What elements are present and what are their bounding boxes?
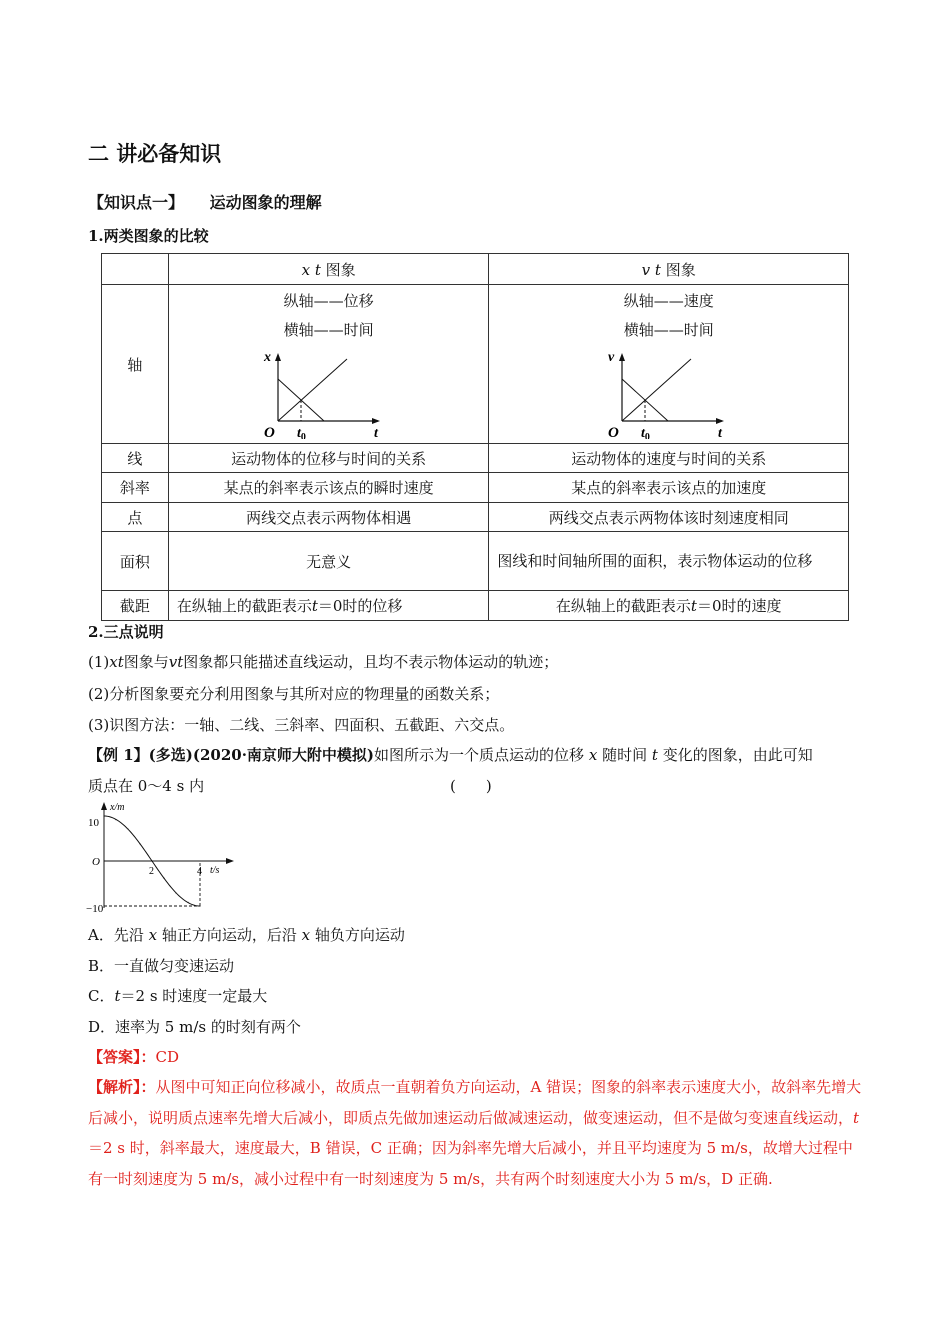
analysis-label: 【解析】： <box>88 1078 156 1096</box>
vt-sketch-rising-line <box>622 359 691 421</box>
chart-data-point <box>151 860 152 861</box>
knowledge-point-text: 运动图象的理解 <box>209 193 322 212</box>
example-tag: 【例 1】(多选)(2020·南京师大附中模拟) <box>88 746 375 764</box>
vt-axis-cell <box>489 285 849 444</box>
xt-sketch-graph <box>262 347 392 439</box>
section-title: 二 讲必备知识 <box>88 141 222 166</box>
xt-sketch-t0: $t_0$ <box>296 426 306 439</box>
vt-line-cell: 运动物体的速度与时间的关系 <box>489 444 849 473</box>
row-label-intercept: 截距 <box>102 591 169 621</box>
row-label-point: 点 <box>102 503 169 532</box>
xt-sketch-x-label: t <box>373 426 378 439</box>
knowledge-point-title <box>88 190 322 213</box>
chart-y-tick-10: 10 <box>88 817 99 829</box>
vt-axis-y-text: 纵轴——速度 <box>623 292 714 310</box>
note-2: (2)分析图象要充分利用图象与其所对应的物理量的函数关系； <box>88 685 500 703</box>
chart-data-point <box>187 902 188 903</box>
subsection-three-points: 2.三点说明 <box>88 623 164 641</box>
table-header-row <box>102 254 849 285</box>
row-label-area: 面积 <box>102 532 169 591</box>
vt-sketch-x-arrow <box>716 418 724 424</box>
chart-data-point <box>127 828 128 829</box>
chart-data-point <box>115 819 116 820</box>
chart-data-point <box>139 843 140 844</box>
option-b[interactable]: B．一直做匀变速运动 <box>88 957 235 975</box>
row-label-axis: 轴 <box>102 285 169 444</box>
chart-data-point <box>199 905 200 906</box>
chart-y-tick-origin: O <box>92 856 100 868</box>
knowledge-point-bracket: 【知识点一】 <box>88 193 185 212</box>
answer-line <box>88 1047 179 1067</box>
vt-sketch-graph <box>606 347 736 439</box>
xt-line-cell: 运动物体的位移与时间的关系 <box>168 444 489 473</box>
table-corner-cell <box>102 254 169 285</box>
xt-sketch-x-arrow <box>372 418 380 424</box>
vt-slope-cell: 某点的斜率表示该点的加速度 <box>489 473 849 503</box>
chart-y-tick-minus10: −10 <box>86 903 104 915</box>
table-row-slope <box>102 473 849 503</box>
xt-area-cell: 无意义 <box>168 532 489 591</box>
example-xt-chart <box>84 800 244 918</box>
vt-sketch-origin: O <box>608 425 620 439</box>
analysis-paragraph: 【解析】：从图中可知正向位移减小，故质点一直朝着负方向运动，A 错误；图象的斜率表示速度大小，故斜率先增大后减小，说明质点速率先增大后减小，即质点先做加速运动后做减速运动，做变速运动，但不是做匀变速直线运动，t＝2 s 时，斜率最大，速度最大，B 错误，C 正确；因为斜率先增大后减小，并且平均速度为 5 m/s，故增大过程中有一时刻速度为 5 m/s，减小过程中有一时刻速度为 5 m/s，共有两个时刻速度大小为 5 m/s，D 正确. <box>88 1078 862 1188</box>
example-1-line2: 质点在 0～4 s 内 <box>88 777 205 795</box>
chart-x-tick-2: 2 <box>149 866 154 877</box>
xt-sketch-rising-line <box>278 359 347 421</box>
option-d[interactable]: D．速率为 5 m/s 的时刻有两个 <box>88 1018 301 1036</box>
subsection-comparison: 1.两类图象的比较 <box>88 227 209 245</box>
option-c[interactable]: C．t＝2 s 时速度一定最大 <box>88 987 268 1005</box>
note-3: (3)识图方法：一轴、二线、三斜率、四面积、五截距、六交点。 <box>88 716 515 734</box>
chart-data-point <box>163 878 164 879</box>
chart-y-label: x/m <box>110 802 125 813</box>
vt-sketch-x-label: t <box>718 426 723 439</box>
note-1: (1)xt图象与vt图象都只能描述直线运动，且均不表示物体运动的轨迹； <box>88 653 559 671</box>
xt-point-cell: 两线交点表示两物体相遇 <box>168 503 489 532</box>
row-label-slope: 斜率 <box>102 473 169 503</box>
xt-slope-cell: 某点的斜率表示该点的瞬时速度 <box>168 473 489 503</box>
vt-intercept-cell: 在纵轴上的截距表示t＝0时的速度 <box>489 591 849 621</box>
answer-blank: ( ) <box>450 777 492 795</box>
xt-sketch-y-label: x <box>263 350 271 365</box>
chart-y-arrow <box>101 802 107 810</box>
answer-label: 【答案】： <box>88 1048 156 1066</box>
xt-axis-cell <box>168 285 489 444</box>
chart-x-arrow <box>226 858 234 864</box>
chart-data-point <box>175 892 176 893</box>
table-row-line <box>102 444 849 473</box>
vt-header: v t 图象 <box>489 254 849 285</box>
chart-x-label: t/s <box>210 865 220 876</box>
xt-axis-y-text: 纵轴——位移 <box>283 292 374 310</box>
vt-axis-x-text: 横轴——时间 <box>623 321 714 339</box>
vt-sketch-y-arrow <box>619 353 625 361</box>
table-row-intercept <box>102 591 849 621</box>
option-a[interactable]: A．先沿 x 轴正方向运动，后沿 x 轴负方向运动 <box>88 926 405 944</box>
answer-value: CD <box>155 1048 180 1066</box>
chart-data-point <box>103 815 104 816</box>
xt-header: x t 图象 <box>168 254 489 285</box>
xt-sketch-origin: O <box>263 425 275 439</box>
vt-sketch-y-label: v <box>608 350 615 365</box>
vt-area-cell: 图线和时间轴所围的面积，表示物体运动的位移 <box>489 532 849 591</box>
vt-sketch-t0: $t_0$ <box>641 426 651 439</box>
xt-intercept-cell: 在纵轴上的截距表示t＝0时的位移 <box>168 591 489 621</box>
table-row-point <box>102 503 849 532</box>
row-label-line: 线 <box>102 444 169 473</box>
comparison-table <box>101 253 849 621</box>
table-row-area <box>102 532 849 591</box>
xt-sketch-y-arrow <box>275 353 281 361</box>
chart-x-tick-4: 4 <box>197 866 202 877</box>
xt-axis-x-text: 横轴——时间 <box>283 321 374 339</box>
vt-point-cell: 两线交点表示两物体该时刻速度相同 <box>489 503 849 532</box>
table-row-axis <box>102 285 849 444</box>
example-1-line1: 【例 1】(多选)(2020·南京师大附中模拟)如图所示为一个质点运动的位移 x 随时间 t 变化的图象，由此可知 <box>88 746 813 764</box>
